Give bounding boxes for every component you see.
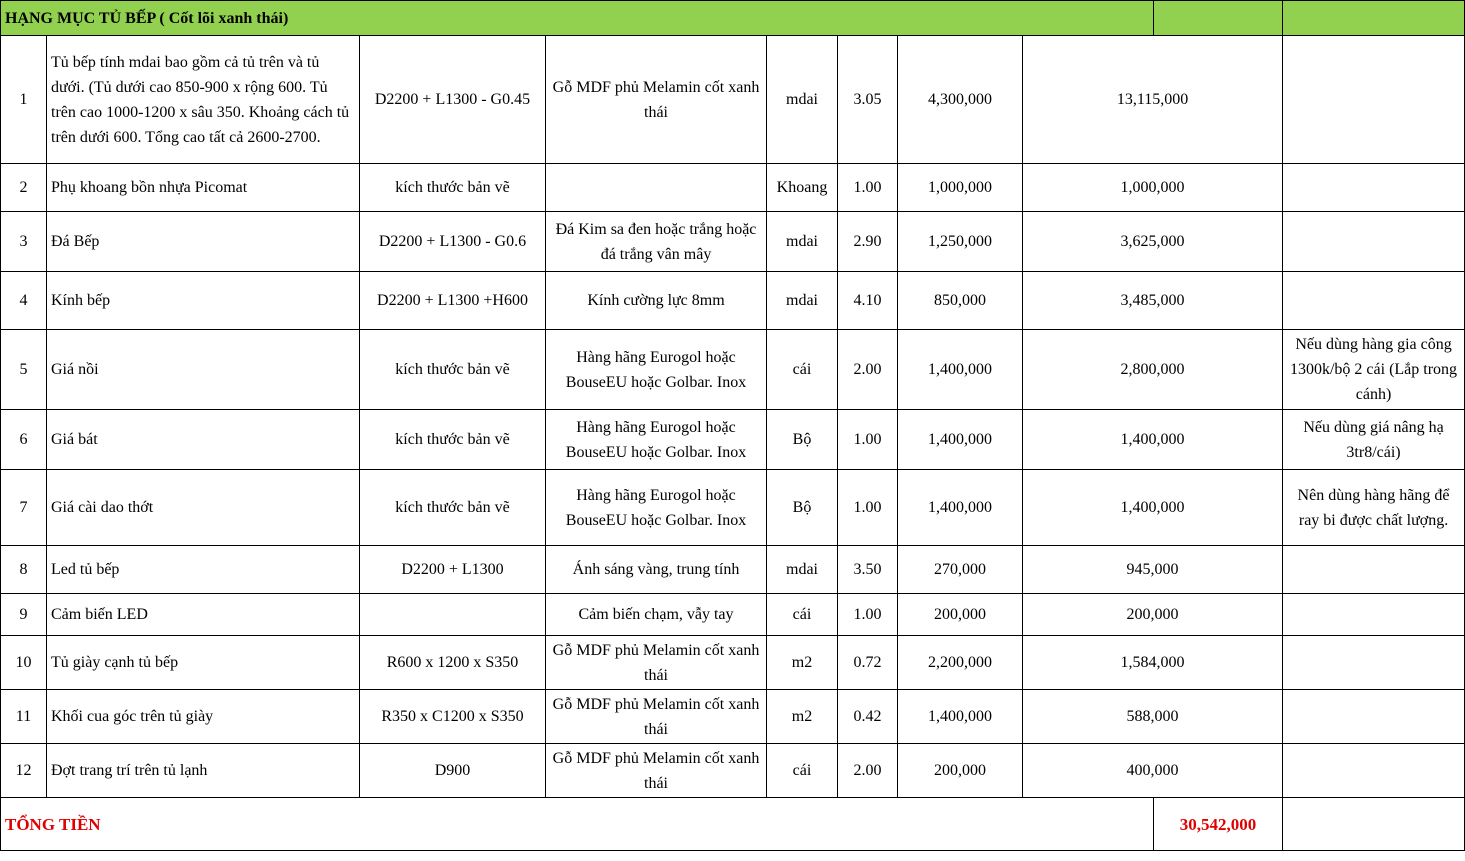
item-number: 1 xyxy=(1,36,47,164)
item-size xyxy=(360,594,546,636)
item-size: R350 x C1200 x S350 xyxy=(360,690,546,744)
item-material xyxy=(546,164,767,212)
item-quantity: 3.50 xyxy=(838,546,898,594)
total-value: 30,542,000 xyxy=(1154,798,1283,851)
item-note xyxy=(1283,594,1465,636)
table-row xyxy=(1,272,1465,330)
header-cell-note xyxy=(1283,1,1465,36)
item-quantity: 4.10 xyxy=(838,272,898,330)
item-size: kích thước bản vẽ xyxy=(360,164,546,212)
item-note xyxy=(1283,744,1465,798)
item-unit: cái xyxy=(767,594,838,636)
item-material: Gỗ MDF phủ Melamin cốt xanh thái xyxy=(546,36,767,164)
item-name: Tủ bếp tính mdai bao gồm cả tủ trên và tủ dưới. (Tủ dưới cao 850-900 x rộng 600. Tủ trên cao 1000-1200 x sâu 350. Khoảng cách tủ trên dưới 600. Tổng cao tất cả 2600-2700. xyxy=(47,36,360,164)
item-amount: 2,800,000 xyxy=(1023,330,1283,410)
item-note: Nếu dùng giá nâng hạ 3tr8/cái) xyxy=(1283,410,1465,470)
item-number: 12 xyxy=(1,744,47,798)
item-name: Tủ giày cạnh tủ bếp xyxy=(47,636,360,690)
item-material: Cảm biến chạm, vẫy tay xyxy=(546,594,767,636)
total-label: TỔNG TIỀN xyxy=(1,798,1154,851)
item-note: Nên dùng hàng hãng để ray bi được chất lượng. xyxy=(1283,470,1465,546)
item-unit-price: 1,400,000 xyxy=(898,330,1023,410)
item-unit: m2 xyxy=(767,690,838,744)
table-row xyxy=(1,212,1465,272)
item-name: Giá nồi xyxy=(47,330,360,410)
item-number: 6 xyxy=(1,410,47,470)
item-size: kích thước bản vẽ xyxy=(360,410,546,470)
item-number: 11 xyxy=(1,690,47,744)
item-name: Cảm biến LED xyxy=(47,594,360,636)
item-unit: cái xyxy=(767,330,838,410)
item-name: Giá bát xyxy=(47,410,360,470)
table-row xyxy=(1,594,1465,636)
item-note: Nếu dùng hàng gia công 1300k/bộ 2 cái (Lắp trong cánh) xyxy=(1283,330,1465,410)
table-row xyxy=(1,164,1465,212)
item-unit-price: 200,000 xyxy=(898,744,1023,798)
table-row xyxy=(1,636,1465,690)
item-size: D2200 + L1300 xyxy=(360,546,546,594)
header-row xyxy=(1,1,1465,36)
item-unit-price: 2,200,000 xyxy=(898,636,1023,690)
item-amount: 3,485,000 xyxy=(1023,272,1283,330)
item-number: 10 xyxy=(1,636,47,690)
item-name: Đá Bếp xyxy=(47,212,360,272)
item-amount: 1,400,000 xyxy=(1023,410,1283,470)
item-material: Gỗ MDF phủ Melamin cốt xanh thái xyxy=(546,744,767,798)
item-name: Giá cài dao thớt xyxy=(47,470,360,546)
item-note xyxy=(1283,690,1465,744)
item-unit: mdai xyxy=(767,272,838,330)
item-unit: m2 xyxy=(767,636,838,690)
table-row xyxy=(1,36,1465,164)
item-material: Đá Kim sa đen hoặc trắng hoặc đá trắng vân mây xyxy=(546,212,767,272)
item-name: Phụ khoang bồn nhựa Picomat xyxy=(47,164,360,212)
item-unit: Khoang xyxy=(767,164,838,212)
item-quantity: 0.42 xyxy=(838,690,898,744)
item-material: Ánh sáng vàng, trung tính xyxy=(546,546,767,594)
item-size: D900 xyxy=(360,744,546,798)
item-quantity: 0.72 xyxy=(838,636,898,690)
table-row xyxy=(1,546,1465,594)
item-quantity: 2.90 xyxy=(838,212,898,272)
item-amount: 945,000 xyxy=(1023,546,1283,594)
item-quantity: 1.00 xyxy=(838,410,898,470)
item-size: kích thước bản vẽ xyxy=(360,330,546,410)
item-note xyxy=(1283,636,1465,690)
item-size: D2200 + L1300 - G0.6 xyxy=(360,212,546,272)
table-row xyxy=(1,744,1465,798)
item-material: Hàng hãng Eurogol hoặc BouseEU hoặc Golbar. Inox xyxy=(546,410,767,470)
item-note xyxy=(1283,164,1465,212)
item-unit: mdai xyxy=(767,36,838,164)
item-unit-price: 1,400,000 xyxy=(898,690,1023,744)
item-size: D2200 + L1300 - G0.45 xyxy=(360,36,546,164)
item-number: 5 xyxy=(1,330,47,410)
item-unit: mdai xyxy=(767,546,838,594)
item-amount: 588,000 xyxy=(1023,690,1283,744)
item-note xyxy=(1283,272,1465,330)
item-amount: 3,625,000 xyxy=(1023,212,1283,272)
item-size: kích thước bản vẽ xyxy=(360,470,546,546)
item-material: Gỗ MDF phủ Melamin cốt xanh thái xyxy=(546,690,767,744)
total-note-cell xyxy=(1283,798,1465,851)
item-name: Kính bếp xyxy=(47,272,360,330)
item-amount: 400,000 xyxy=(1023,744,1283,798)
item-unit-price: 200,000 xyxy=(898,594,1023,636)
section-title: HẠNG MỤC TỦ BẾP ( Cốt lõi xanh thái) xyxy=(1,1,1154,36)
item-size: R600 x 1200 x S350 xyxy=(360,636,546,690)
item-number: 8 xyxy=(1,546,47,594)
item-unit: mdai xyxy=(767,212,838,272)
item-amount: 200,000 xyxy=(1023,594,1283,636)
item-number: 2 xyxy=(1,164,47,212)
item-unit-price: 1,400,000 xyxy=(898,410,1023,470)
item-number: 4 xyxy=(1,272,47,330)
table-row xyxy=(1,690,1465,744)
item-name: Khối cua góc trên tủ giày xyxy=(47,690,360,744)
item-name: Led tủ bếp xyxy=(47,546,360,594)
table-row xyxy=(1,470,1465,546)
item-material: Kính cường lực 8mm xyxy=(546,272,767,330)
item-number: 9 xyxy=(1,594,47,636)
header-cell-amount xyxy=(1154,1,1283,36)
item-quantity: 1.00 xyxy=(838,470,898,546)
item-note xyxy=(1283,212,1465,272)
item-number: 3 xyxy=(1,212,47,272)
item-material: Hàng hãng Eurogol hoặc BouseEU hoặc Golbar. Inox xyxy=(546,330,767,410)
item-quantity: 2.00 xyxy=(838,744,898,798)
item-unit-price: 1,000,000 xyxy=(898,164,1023,212)
item-amount: 1,584,000 xyxy=(1023,636,1283,690)
item-unit: Bộ xyxy=(767,470,838,546)
item-number: 7 xyxy=(1,470,47,546)
item-amount: 13,115,000 xyxy=(1023,36,1283,164)
item-name: Đợt trang trí trên tủ lạnh xyxy=(47,744,360,798)
item-size: D2200 + L1300 +H600 xyxy=(360,272,546,330)
item-material: Gỗ MDF phủ Melamin cốt xanh thái xyxy=(546,636,767,690)
item-unit: cái xyxy=(767,744,838,798)
item-note xyxy=(1283,546,1465,594)
item-quantity: 3.05 xyxy=(838,36,898,164)
item-amount: 1,000,000 xyxy=(1023,164,1283,212)
item-unit-price: 850,000 xyxy=(898,272,1023,330)
item-unit-price: 4,300,000 xyxy=(898,36,1023,164)
item-unit-price: 1,250,000 xyxy=(898,212,1023,272)
item-note xyxy=(1283,36,1465,164)
table-row xyxy=(1,330,1465,410)
total-row xyxy=(1,798,1465,851)
table-row xyxy=(1,410,1465,470)
item-quantity: 1.00 xyxy=(838,594,898,636)
item-quantity: 2.00 xyxy=(838,330,898,410)
item-material: Hàng hãng Eurogol hoặc BouseEU hoặc Golbar. Inox xyxy=(546,470,767,546)
item-unit: Bộ xyxy=(767,410,838,470)
item-unit-price: 1,400,000 xyxy=(898,470,1023,546)
item-quantity: 1.00 xyxy=(838,164,898,212)
item-amount: 1,400,000 xyxy=(1023,470,1283,546)
item-unit-price: 270,000 xyxy=(898,546,1023,594)
